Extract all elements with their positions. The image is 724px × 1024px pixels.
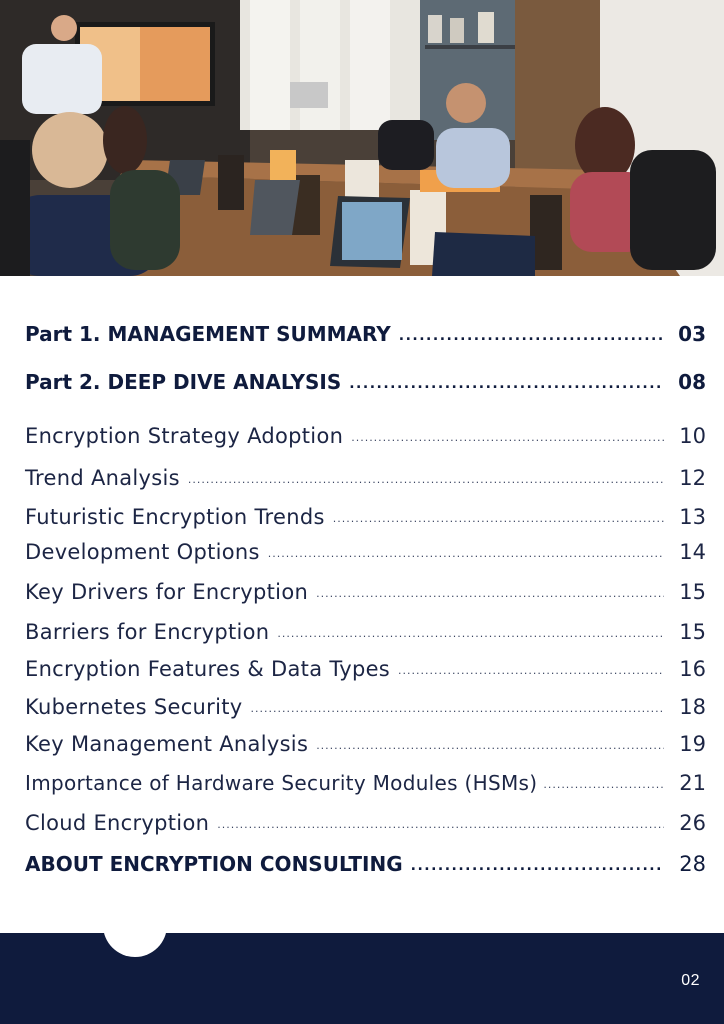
- toc-leader-dots: [277, 627, 664, 640]
- toc-entry-label: ABOUT ENCRYPTION CONSULTING: [25, 852, 403, 876]
- toc-entry-page: 28: [679, 852, 706, 876]
- toc-entry-cloud-encryption[interactable]: [25, 811, 706, 841]
- toc-entry-label: Part 1. MANAGEMENT SUMMARY: [25, 322, 391, 346]
- toc-entry-label: Encryption Strategy Adoption: [25, 424, 344, 448]
- toc-entry-page: 12: [679, 466, 706, 490]
- toc-leader-dots: [316, 739, 664, 752]
- toc-leader-dots: [333, 512, 664, 525]
- toc-entry-kubernetes-security[interactable]: [25, 695, 706, 725]
- footer-circle-decoration: [103, 893, 167, 957]
- toc-leader-dots: [351, 431, 664, 444]
- toc-entry-label: Development Options: [25, 540, 260, 564]
- toc-entry-page: 21: [679, 771, 706, 795]
- toc-entry-label: Part 2. DEEP DIVE ANALYSIS: [25, 370, 342, 394]
- toc-entry-page: 15: [679, 620, 706, 644]
- toc-entry-page: 03: [678, 322, 706, 346]
- toc-entry-deep-dive-analysis[interactable]: [25, 370, 706, 400]
- toc-entry-label: Barriers for Encryption: [25, 620, 270, 644]
- toc-entry-development-options[interactable]: [25, 540, 706, 570]
- toc-entry-page: 08: [678, 370, 706, 394]
- toc-entry-page: 15: [679, 580, 706, 604]
- toc-entry-label: Cloud Encryption: [25, 811, 210, 835]
- toc-entry-key-management-analysis[interactable]: [25, 732, 706, 762]
- toc-entry-about-encryption-consulting[interactable]: [25, 852, 706, 882]
- toc-entry-page: 14: [679, 540, 706, 564]
- toc-leader-dots: [349, 376, 664, 392]
- toc-entry-page: 10: [679, 424, 706, 448]
- toc-entry-hardware-security-modules[interactable]: [25, 771, 706, 801]
- toc-entry-page: 16: [679, 657, 706, 681]
- toc-entry-label: Importance of Hardware Security Modules (HSMs): [25, 771, 538, 795]
- toc-leader-dots: [268, 547, 664, 560]
- toc-entry-page: 13: [679, 505, 706, 529]
- toc-entry-label: Encryption Features & Data Types: [25, 657, 391, 681]
- toc-entry-label: Futuristic Encryption Trends: [25, 505, 325, 529]
- toc-entry-label: Kubernetes Security: [25, 695, 243, 719]
- toc-entry-page: 26: [679, 811, 706, 835]
- hero-photo: [0, 0, 724, 276]
- toc-entry-label: Key Management Analysis: [25, 732, 309, 756]
- footer-band: [0, 933, 724, 1024]
- toc-leader-dots: [188, 473, 664, 486]
- toc-entry-label: Trend Analysis: [25, 466, 180, 490]
- toc-entry-page: 18: [679, 695, 706, 719]
- toc-leader-dots: [316, 587, 664, 600]
- toc-leader-dots: [217, 818, 664, 831]
- toc-entry-label: Key Drivers for Encryption: [25, 580, 309, 604]
- toc-leader-dots: [543, 778, 664, 791]
- toc-leader-dots: [399, 328, 664, 344]
- toc-entry-encryption-features-data-types[interactable]: [25, 657, 706, 687]
- page-number: 02: [681, 972, 700, 989]
- toc-entry-barriers-for-encryption[interactable]: [25, 620, 706, 650]
- toc-entry-management-summary[interactable]: [25, 322, 706, 352]
- toc-entry-key-drivers-for-encryption[interactable]: [25, 580, 706, 610]
- toc-leader-dots: [411, 858, 664, 874]
- toc-leader-dots: [398, 664, 664, 677]
- toc-entry-trend-analysis[interactable]: [25, 466, 706, 496]
- meeting-room-illustration: [0, 0, 724, 276]
- toc-entry-page: 19: [679, 732, 706, 756]
- toc-entry-futuristic-encryption-trends[interactable]: [25, 505, 706, 535]
- toc-entry-encryption-strategy-adoption[interactable]: [25, 424, 706, 454]
- toc-leader-dots: [250, 702, 664, 715]
